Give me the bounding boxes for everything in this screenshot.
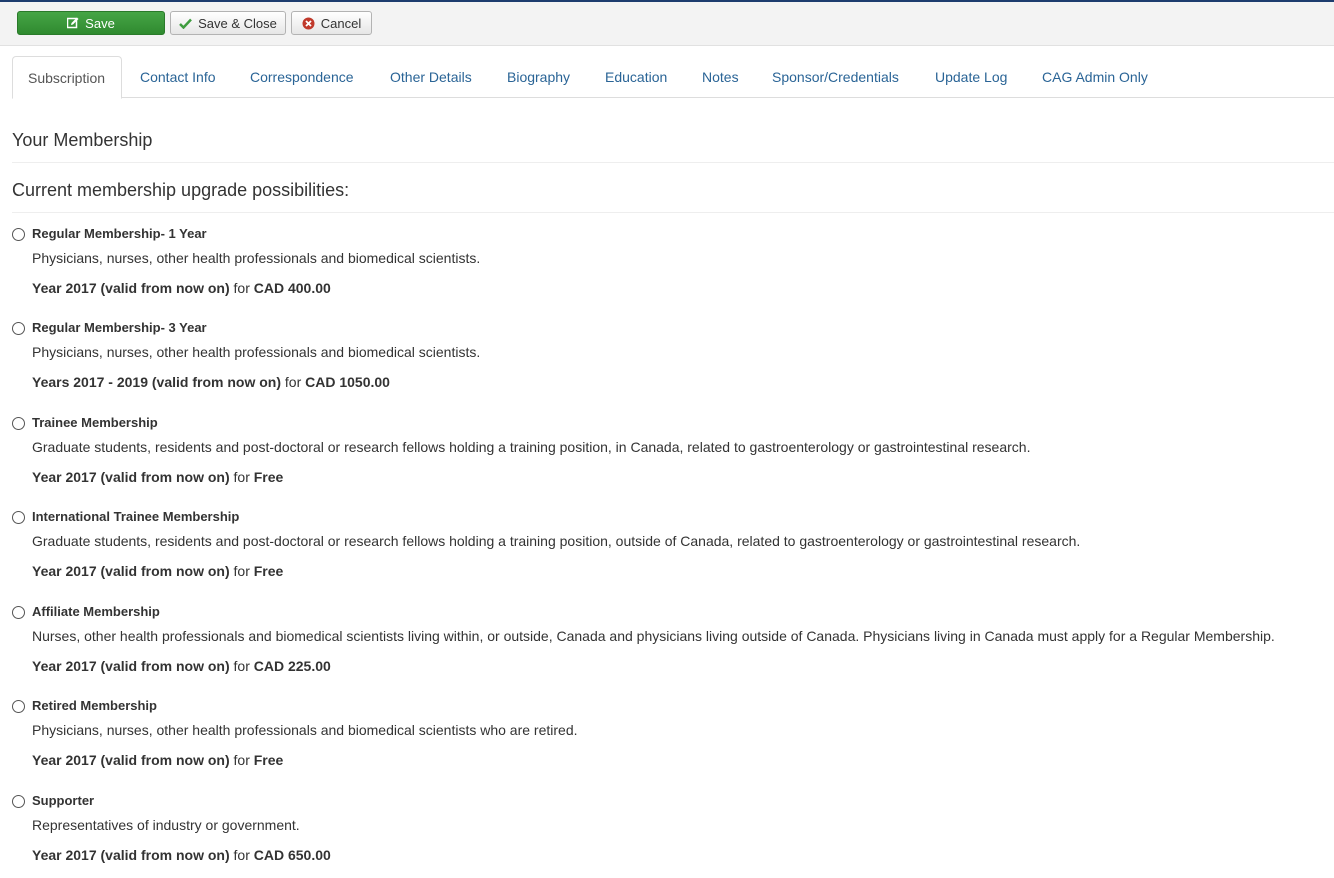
plan-price: CAD 225.00 — [253, 658, 331, 674]
plan-period: Year 2017 (valid from now on) — [32, 563, 230, 579]
for-text: for — [233, 752, 250, 768]
plan-period: Year 2017 (valid from now on) — [32, 280, 230, 296]
plan-title: Retired Membership — [32, 698, 157, 713]
for-text: for — [284, 374, 302, 390]
plan-title: Affiliate Membership — [32, 604, 160, 619]
tab-notes[interactable]: Notes — [702, 69, 739, 85]
plan-title: Regular Membership- 1 Year — [32, 226, 207, 241]
plan-price-line — [32, 658, 331, 674]
plan-period: Year 2017 (valid from now on) — [32, 469, 230, 485]
plan-description: Physicians, nurses, other health professionals and biomedical scientists. — [32, 250, 481, 266]
divider — [12, 212, 1334, 213]
membership-radio[interactable] — [12, 417, 25, 430]
plan-description: Graduate students, residents and post-doctoral or research fellows holding a training position, outside of Canada, related to gastroenterology or gastrointestinal research. — [32, 533, 1081, 549]
plan-title: International Trainee Membership — [32, 509, 240, 524]
edit-icon — [67, 17, 79, 29]
plan-price: CAD 650.00 — [253, 847, 331, 863]
tab-education[interactable]: Education — [605, 69, 668, 85]
membership-option-regular-1-year — [12, 226, 1322, 306]
plan-description: Representatives of industry or government. — [32, 817, 300, 833]
membership-radio[interactable] — [12, 606, 25, 619]
divider — [12, 162, 1334, 163]
cancel-circle-icon — [302, 17, 315, 30]
plan-title: Supporter — [32, 793, 95, 808]
membership-option-affiliate — [12, 604, 1322, 684]
plan-price-line — [32, 563, 283, 579]
plan-price-line — [32, 752, 283, 768]
tab-correspondence[interactable]: Correspondence — [250, 69, 354, 85]
tab-update-log[interactable]: Update Log — [935, 69, 1008, 85]
plan-period: Year 2017 (valid from now on) — [32, 752, 230, 768]
plan-price-line — [32, 847, 331, 863]
tab-other-details[interactable]: Other Details — [390, 69, 472, 85]
plan-period: Year 2017 (valid from now on) — [32, 658, 230, 674]
plan-title: Trainee Membership — [32, 415, 158, 430]
membership-radio[interactable] — [12, 322, 25, 335]
cancel-label: Cancel — [320, 15, 362, 31]
check-icon — [179, 18, 192, 29]
plan-price: Free — [253, 469, 284, 485]
save-button[interactable] — [17, 11, 165, 35]
save-close-label: Save & Close — [198, 15, 277, 31]
plan-price-line — [32, 280, 331, 296]
plan-period: Year 2017 (valid from now on) — [32, 847, 230, 863]
membership-option-trainee — [12, 415, 1322, 495]
for-text: for — [233, 469, 250, 485]
save-label: Save — [85, 15, 115, 31]
plan-description: Graduate students, residents and post-doctoral or research fellows holding a training position, in Canada, related to gastroenterology or gastrointestinal research. — [32, 439, 1031, 455]
membership-radio[interactable] — [12, 700, 25, 713]
tab-sponsor-credentials[interactable]: Sponsor/Credentials — [772, 69, 899, 85]
tab-bar — [0, 56, 1334, 98]
for-text: for — [233, 847, 250, 863]
for-text: for — [233, 563, 250, 579]
tab-contact-info[interactable]: Contact Info — [140, 69, 216, 85]
tab-cag-admin-only[interactable]: CAG Admin Only — [1042, 69, 1148, 85]
membership-option-regular-3-year — [12, 320, 1322, 400]
your-membership-heading: Your Membership — [12, 130, 153, 150]
plan-price: Free — [253, 563, 284, 579]
tab-biography[interactable]: Biography — [507, 69, 571, 85]
membership-option-supporter — [12, 793, 1322, 873]
tab-subscription[interactable]: Subscription — [12, 56, 122, 99]
for-text: for — [233, 280, 250, 296]
membership-radio[interactable] — [12, 795, 25, 808]
plan-price: CAD 400.00 — [253, 280, 331, 296]
plan-price-line — [32, 374, 390, 390]
upgrade-possibilities-heading: Current membership upgrade possibilities: — [12, 180, 350, 200]
membership-option-international-trainee — [12, 509, 1322, 589]
membership-option-retired — [12, 698, 1322, 778]
toolbar — [0, 2, 1334, 46]
plan-description: Physicians, nurses, other health professionals and biomedical scientists who are retired. — [32, 722, 578, 738]
membership-radio[interactable] — [12, 511, 25, 524]
plan-period: Years 2017 - 2019 (valid from now on) — [32, 374, 281, 390]
for-text: for — [233, 658, 250, 674]
plan-price-line — [32, 469, 283, 485]
save-close-button[interactable] — [170, 11, 286, 35]
membership-radio[interactable] — [12, 228, 25, 241]
plan-price: CAD 1050.00 — [305, 374, 390, 390]
plan-title: Regular Membership- 3 Year — [32, 320, 207, 335]
plan-price: Free — [253, 752, 284, 768]
cancel-button[interactable] — [291, 11, 372, 35]
plan-description: Nurses, other health professionals and biomedical scientists living within, or outside, Canada and physicians living outside of Canada. Physicians living in Canada must apply for a Regular Membership. — [32, 628, 1275, 644]
plan-description: Physicians, nurses, other health professionals and biomedical scientists. — [32, 344, 481, 360]
